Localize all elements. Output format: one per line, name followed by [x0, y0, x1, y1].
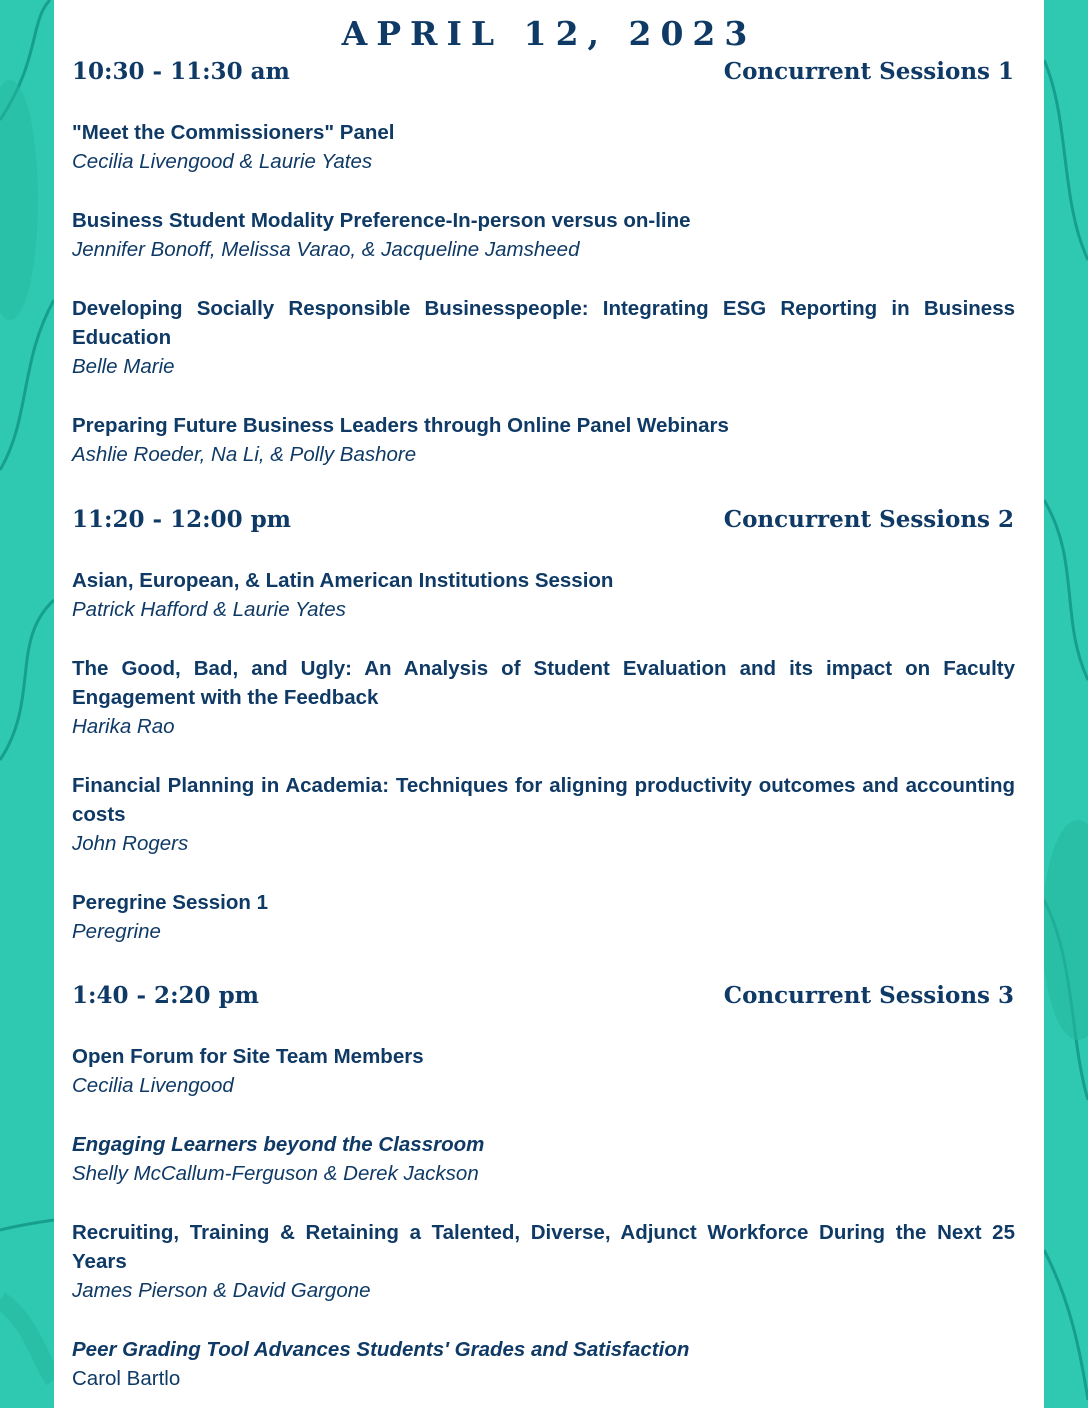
- session-title: Business Student Modality Preference-In-person versus on-line: [72, 209, 691, 232]
- session-group-label: Concurrent Sessions 3: [723, 982, 1014, 1009]
- session-presenter: Harika Rao: [72, 715, 175, 738]
- session-title: "Meet the Commissioners" Panel: [72, 121, 395, 144]
- session-title: Peregrine Session 1: [72, 891, 268, 914]
- session-item: [72, 1218, 1015, 1305]
- session-title: The Good, Bad, and Ugly: An Analysis of Student Evaluation and its impact on Faculty Engagement with the Feedback: [72, 657, 1015, 709]
- session-title: Recruiting, Training & Retaining a Talented, Diverse, Adjunct Workforce During the Next 25 Years: [72, 1221, 1015, 1273]
- session-presenter: Belle Marie: [72, 355, 175, 378]
- session-item: [72, 294, 1015, 381]
- session-item: [72, 411, 1015, 469]
- session-group-label: Concurrent Sessions 2: [723, 506, 1014, 533]
- session-item: [72, 118, 1015, 176]
- session-presenter: Peregrine: [72, 920, 161, 943]
- time-slot: 11:20 - 12:00 pm: [72, 506, 291, 533]
- session-item: [72, 771, 1015, 858]
- time-slot: 10:30 - 11:30 am: [72, 58, 290, 85]
- session-title: Developing Socially Responsible Businesspeople: Integrating ESG Reporting in Business Education: [72, 297, 1015, 349]
- session-item: [72, 654, 1015, 741]
- session-title: Peer Grading Tool Advances Students' Grades and Satisfaction: [72, 1338, 690, 1361]
- session-presenter: Carol Bartlo: [72, 1367, 181, 1390]
- session-presenter: Ashlie Roeder, Na Li, & Polly Bashore: [72, 443, 417, 466]
- session-presenter: Patrick Hafford & Laurie Yates: [72, 598, 346, 621]
- time-row: [72, 506, 1014, 533]
- session-item: [72, 206, 1015, 264]
- session-title: Asian, European, & Latin American Institutions Session: [72, 569, 614, 592]
- session-title: Open Forum for Site Team Members: [72, 1045, 424, 1068]
- session-presenter: Cecilia Livengood: [72, 1074, 234, 1097]
- session-item: [72, 888, 1015, 946]
- date-title: APRIL 12, 2023: [341, 14, 757, 53]
- session-presenter: James Pierson & David Gargone: [72, 1279, 371, 1302]
- session-group-label: Concurrent Sessions 1: [723, 58, 1014, 85]
- session-item: [72, 1042, 1015, 1100]
- session-presenter: Jennifer Bonoff, Melissa Varao, & Jacqueline Jamsheed: [72, 238, 580, 261]
- session-presenter: Shelly McCallum-Ferguson & Derek Jackson: [72, 1162, 479, 1185]
- session-title: Engaging Learners beyond the Classroom: [72, 1133, 485, 1156]
- session-item: [72, 566, 1015, 624]
- session-title: Financial Planning in Academia: Techniques for aligning productivity outcomes and accounting costs: [72, 774, 1015, 826]
- time-slot: 1:40 - 2:20 pm: [72, 982, 259, 1009]
- session-presenter: Cecilia Livengood & Laurie Yates: [72, 150, 373, 173]
- time-row: [72, 58, 1014, 85]
- session-presenter: John Rogers: [72, 832, 189, 855]
- schedule-page: [54, 0, 1044, 1408]
- session-item: [72, 1335, 1015, 1393]
- session-item: [72, 1130, 1015, 1188]
- time-row: [72, 982, 1014, 1009]
- session-title: Preparing Future Business Leaders through Online Panel Webinars: [72, 414, 729, 437]
